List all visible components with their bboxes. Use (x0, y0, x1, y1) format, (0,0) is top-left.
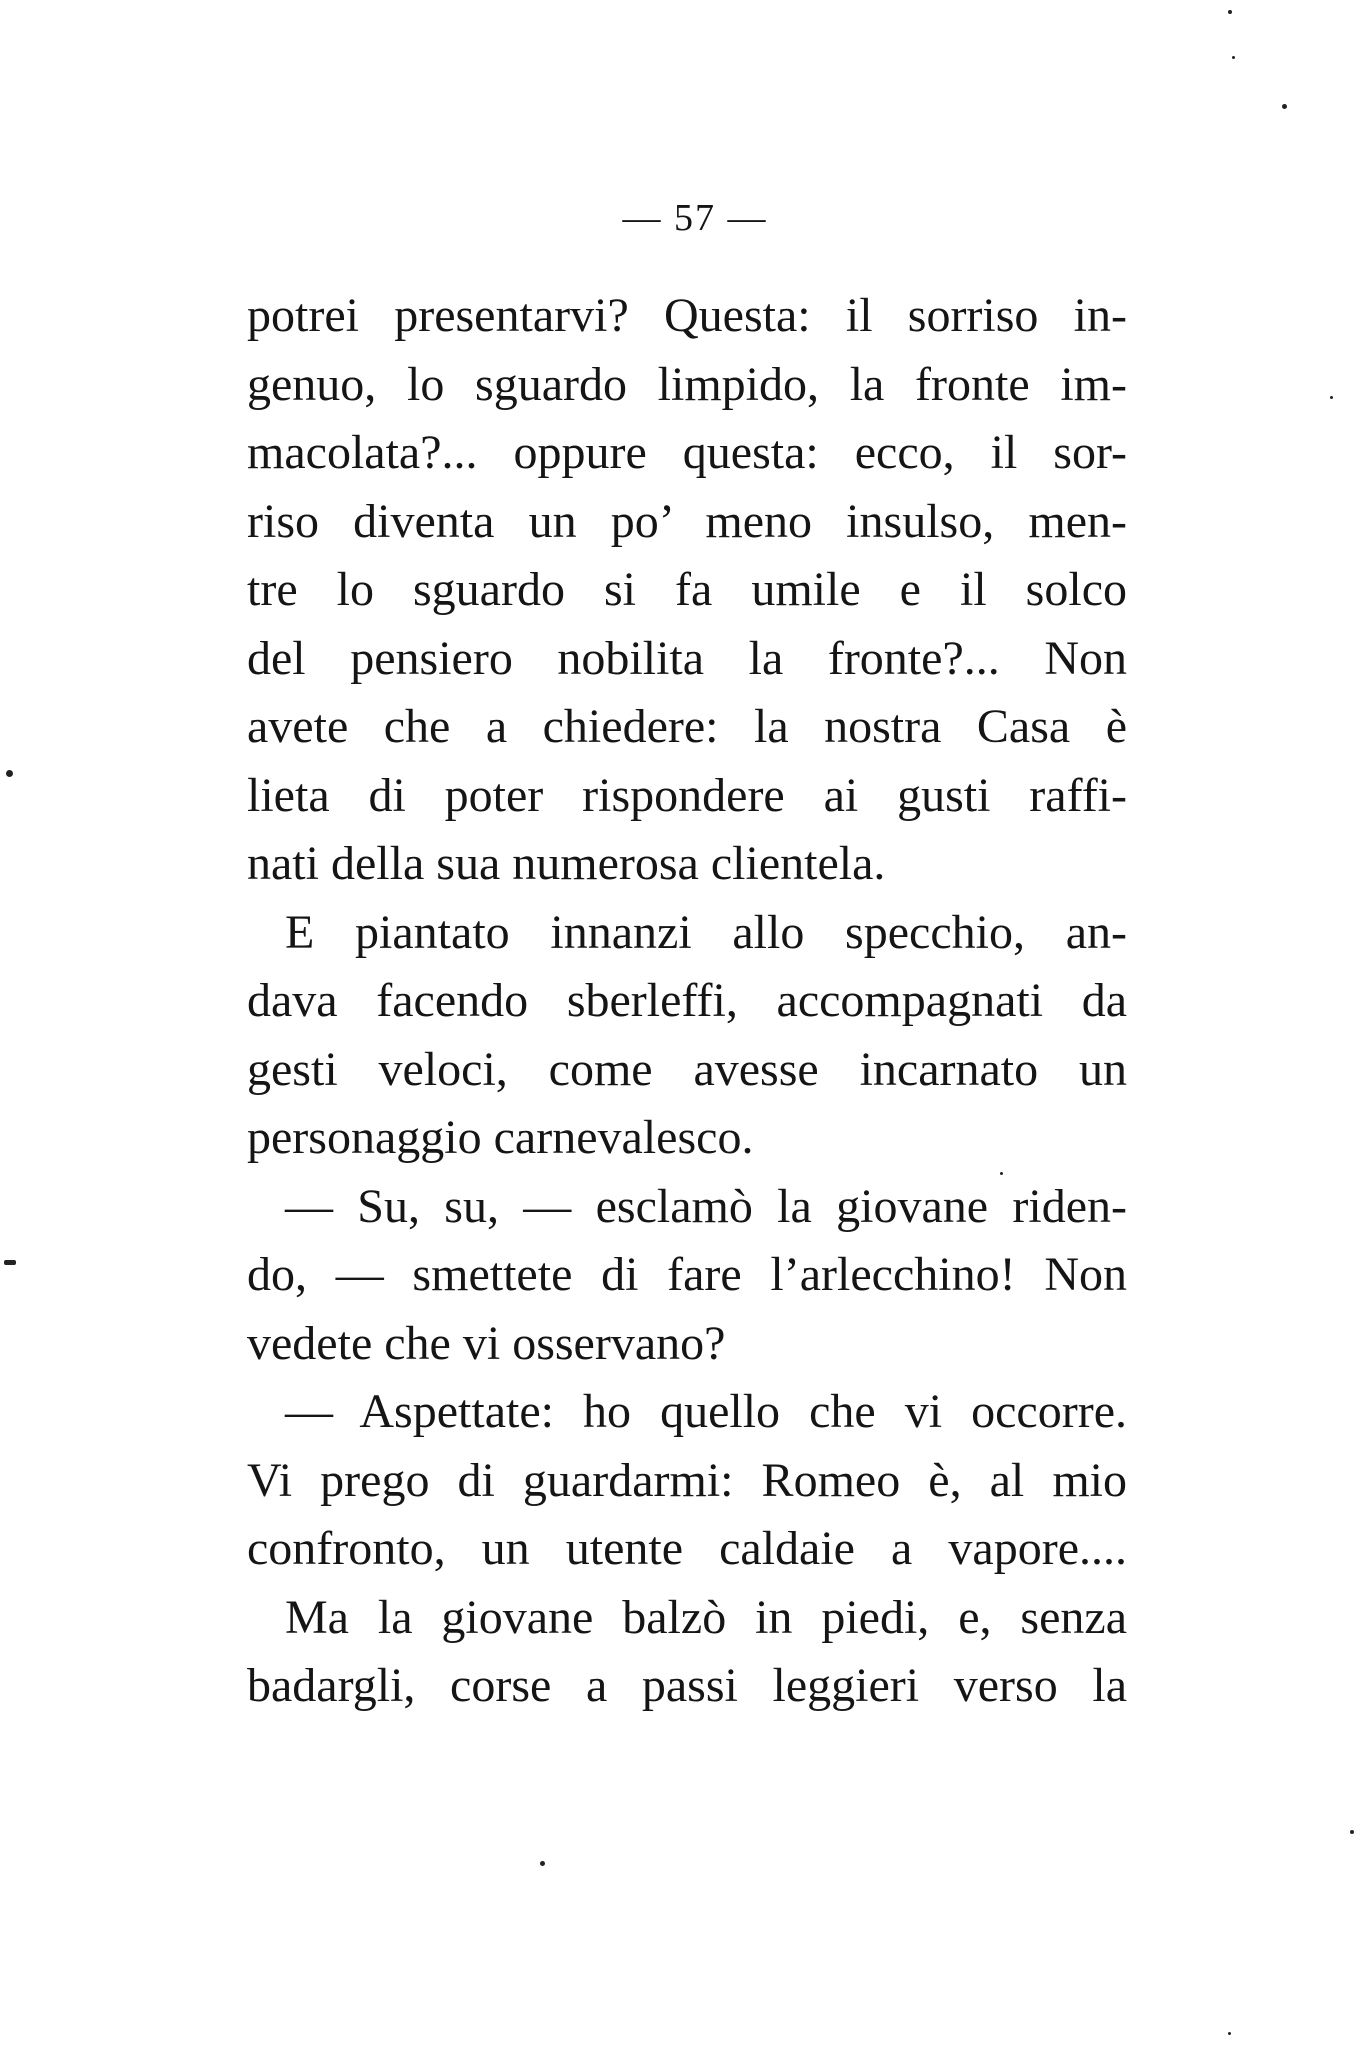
text-line: vedete che vi osservano? (247, 1316, 726, 1370)
scan-speck (1228, 2032, 1231, 2035)
scan-speck (540, 1861, 545, 1866)
text-line: avete che a chiedere: la nostra Casa è (247, 700, 1127, 753)
scan-speck (1232, 56, 1235, 59)
text-line: — Aspettate: ho quello che vi occorre. (285, 1385, 1127, 1438)
text-line: — Su, su, — esclamò la giovane riden- (285, 1179, 1127, 1233)
text-line: potrei presentarvi? Questa: il sorriso in- (247, 289, 1127, 342)
scan-speck (1282, 104, 1287, 109)
text-line: riso diventa un po’ meno insulso, men- (247, 494, 1127, 548)
text-line: nati della sua numerosa clientela. (247, 837, 886, 890)
body-text (247, 282, 1127, 1721)
text-line: gesti veloci, come avesse incarnato un (247, 1042, 1127, 1096)
scan-speck (1350, 1830, 1354, 1834)
scan-speck (6, 770, 13, 777)
text-line: Ma la giovane balzò in piedi, e, senza (285, 1590, 1127, 1644)
text-line: dava facendo sberleffi, accompagnati da (247, 974, 1127, 1027)
text-line: do, — smettete di fare l’arlecchino! Non (247, 1248, 1127, 1301)
scan-speck (1330, 396, 1333, 399)
text-line: confronto, un utente caldaie a vapore.... (247, 1522, 1127, 1575)
text-line: genuo, lo sguardo limpido, la fronte im- (247, 357, 1127, 411)
text-line: macolata?... oppure questa: ecco, il sor- (247, 426, 1127, 479)
text-line: lieta di poter rispondere ai gusti raffi- (247, 768, 1127, 822)
text-line: Vi prego di guardarmi: Romeo è, al mio (247, 1453, 1127, 1507)
scan-speck (1228, 10, 1232, 14)
scan-speck (1000, 1172, 1003, 1175)
scan-speck (4, 1260, 16, 1265)
text-line: badargli, corse a passi leggieri verso la (247, 1659, 1127, 1712)
text-line: tre lo sguardo si fa umile e il solco (247, 563, 1127, 616)
text-line: personaggio carnevalesco. (247, 1111, 754, 1164)
text-line: E piantato innanzi allo specchio, an- (285, 905, 1127, 959)
text-line: del pensiero nobilita la fronte?... Non (247, 631, 1127, 685)
page-number: — 57 — (622, 197, 768, 239)
